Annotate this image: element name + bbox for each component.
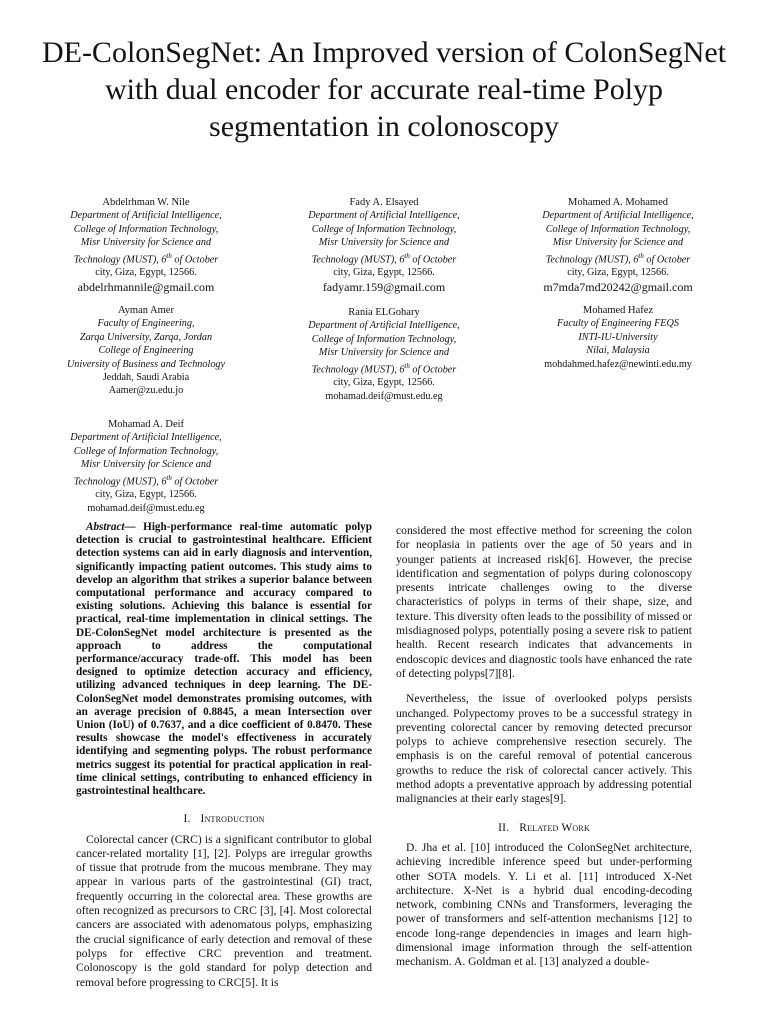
author-card: [266, 196, 502, 294]
author-card: [28, 304, 264, 398]
section-title: Related Work: [519, 821, 590, 834]
author-location: city, Giza, Egypt, 12566.: [567, 267, 669, 279]
author-affiliation-line: Misr University for Science and: [318, 237, 450, 249]
author-card: [500, 304, 736, 372]
author-email: mohdahmed.hafez@newinti.edu.my: [544, 358, 692, 370]
author-affiliation-line: Department of Artificial Intelligence,: [70, 432, 222, 444]
author-location: Jeddah, Saudi Arabia: [102, 372, 190, 384]
author-affiliation-line: Nilai, Malaysia: [586, 345, 650, 357]
body-paragraph: Colorectal cancer (CRC) is a significant contributor to global cancer-related mortality [1], [2]. Polyps are irregular growths of tissue that protrude from the mucous membrane. They may appear in various parts of the gastrointestinal (GI) tract, frequently occurring in the colorectal area. These growths are often recognized as precursors to CRC [3], [4]. Most colorectal cancers are associated with adenomatous polyps, emphasizing the crucial significance of early detection and removal of these polyps for effective CRC prevention and treatment. Colonoscopy is the gold standard for polyp detection and removal before progressing to CRC[5]. It is: [76, 832, 372, 989]
section-number: II.: [498, 821, 510, 834]
author-card: [28, 196, 264, 294]
author-affiliation-line: College of Information Technology,: [73, 445, 219, 457]
author-affiliation-line: Department of Artificial Intelligence,: [542, 210, 694, 222]
right-column: [396, 524, 692, 970]
author-affiliation-line: Technology (MUST), 6th of October: [311, 251, 457, 266]
author-affiliation-line: College of Engineering: [98, 345, 194, 357]
author-location: city, Giza, Egypt, 12566.: [95, 489, 197, 501]
author-affiliation-line: College of Information Technology,: [311, 333, 457, 345]
author-affiliation-line: Technology (MUST), 6th of October: [73, 473, 219, 488]
author-location: city, Giza, Egypt, 12566.: [333, 267, 435, 279]
body-paragraph: considered the most effective method for screening the colon for neoplasia in patients over the age of 50 years and in younger patients at increased risk[6]. However, the precise identification and segmentation of polyps during colonoscopy presents intricate challenges owing to the diverse characteristics of polyps in terms of their shape, size, and texture. This diversity often leads to the possibility of missed or misdiagnosed polyps, potentially posing a severe risk to patient health. Recent research indicates that advancements in endoscopic devices and diagnostic tools have enhanced the rate of detecting polyps[7][8].: [396, 524, 692, 680]
author-card: [28, 418, 264, 516]
author-email: Aamer@zu.edu.jo: [108, 385, 184, 397]
author-name: Rania ELGohary: [348, 307, 420, 318]
author-affiliation-line: Department of Artificial Intelligence,: [70, 210, 222, 222]
author-email: mohamad.deif@must.edu.eg: [325, 390, 443, 402]
paper-title: DE-ColonSegNet: An Improved version of ColonSegNet with dual encoder for accurate real-time Polyp segmentation in colonoscopy: [41, 36, 727, 143]
abstract: [76, 521, 372, 798]
author-name: Mohamed Hafez: [582, 305, 654, 316]
author-name: Ayman Amer: [118, 305, 174, 316]
body-paragraph: D. Jha et al. [10] introduced the ColonSegNet architecture, achieving incredible inference speed but under-performing other SOTA models. Y. Li et al. [11] introduced X-Net architecture. X-Net is a hybrid dual encoding-decoding network, combining CNNs and Transformers, leveraging the power of transformers and self-attention mechanisms [12] to encode long-range dependencies in images and learn high-dimensional image information through the self-attention mechanism. A. Goldman et al. [13] analyzed a double-: [396, 840, 692, 969]
author-affiliation-line: Technology (MUST), 6th of October: [73, 251, 219, 266]
author-affiliation-line: Department of Artificial Intelligence,: [308, 320, 460, 332]
author-affiliation-line: Faculty of Engineering FEQS: [557, 318, 679, 330]
author-affiliation-line: INTI-IU-University: [578, 331, 658, 343]
author-email: mohamad.deif@must.edu.eg: [87, 502, 205, 514]
author-affiliation-line: University of Business and Technology: [66, 358, 226, 370]
author-affiliation-line: Zarqa University, Zarqa, Jordan: [79, 331, 213, 343]
author-affiliation-line: Department of Artificial Intelligence,: [308, 210, 460, 222]
author-name: Fady A. Elsayed: [349, 197, 419, 208]
abstract-text: High-performance real-time automatic polyp detection is crucial to gastrointestinal healthcare. Efficient detection systems can aid in early diagnosis and intervention, significantly impacting patient outcomes. This study aims to develop an algorithm that strikes a superior balance between computational performance and accuracy compared to existing solutions. Achieving this balance is essential for practical, real-time implementation in clinical settings. The DE-ColonSegNet model architecture is presented as the approach to address the computational performance/accuracy trade-off. This model has been designed to optimize detection accuracy and efficiency, utilizing advanced techniques in deep learning. The DE-ColonSegNet model demonstrates promising outcomes, with an average precision of 0.8845, a mean Intersection over Union (IoU) of 0.7637, and a dice coefficient of 0.8470. These results showcase the model's effectiveness in accurately identifying and segmenting polyps. The robust performance metrics suggest its potential for practical application in real-time clinical settings, contributing to enhanced efficiency in gastrointestinal healthcare.: [76, 521, 372, 798]
author-affiliation-line: College of Information Technology,: [545, 223, 691, 235]
left-column: [76, 521, 372, 990]
author-affiliation-line: Technology (MUST), 6th of October: [311, 361, 457, 376]
author-card: [266, 306, 502, 404]
author-email: abdelrhmannile@gmail.com: [77, 279, 215, 294]
section-heading: [396, 821, 692, 835]
author-location: city, Giza, Egypt, 12566.: [333, 377, 435, 389]
author-email: fadyamr.159@gmail.com: [322, 279, 446, 294]
author-affiliation-line: Misr University for Science and: [552, 237, 684, 249]
section-number: I.: [183, 813, 191, 826]
abstract-lead: Abstract—: [86, 521, 136, 533]
section-heading: [76, 812, 372, 826]
author-email: m7mda7md20242@gmail.com: [543, 279, 693, 294]
author-affiliation-line: College of Information Technology,: [311, 223, 457, 235]
body-paragraph: Nevertheless, the issue of overlooked polyps persists unchanged. Polypectomy proves to be a successful strategy in preventing colorectal cancer by removing detected precursor polyps to achieve comprehensive resection securely. The emphasis is on the careful removal of potential cancerous growths to reduce the risk of colorectal cancer actively. This method adopts a preventative approach by addressing potential malignancies at their early stages[9].: [396, 692, 692, 806]
author-affiliation-line: Misr University for Science and: [318, 347, 450, 359]
author-card: [500, 196, 736, 294]
author-name: Abdelrhman W. Nile: [102, 197, 190, 208]
author-name: Mohamad A. Deif: [107, 419, 185, 430]
author-affiliation-line: College of Information Technology,: [73, 223, 219, 235]
author-affiliation-line: Misr University for Science and: [80, 459, 212, 471]
author-location: city, Giza, Egypt, 12566.: [95, 267, 197, 279]
author-affiliation-line: Faculty of Engineering,: [97, 318, 195, 330]
author-affiliation-line: Technology (MUST), 6th of October: [545, 251, 691, 266]
author-name: Mohamed A. Mohamed: [567, 197, 669, 208]
author-affiliation-line: Misr University for Science and: [80, 237, 212, 249]
section-title: Introduction: [200, 813, 265, 826]
